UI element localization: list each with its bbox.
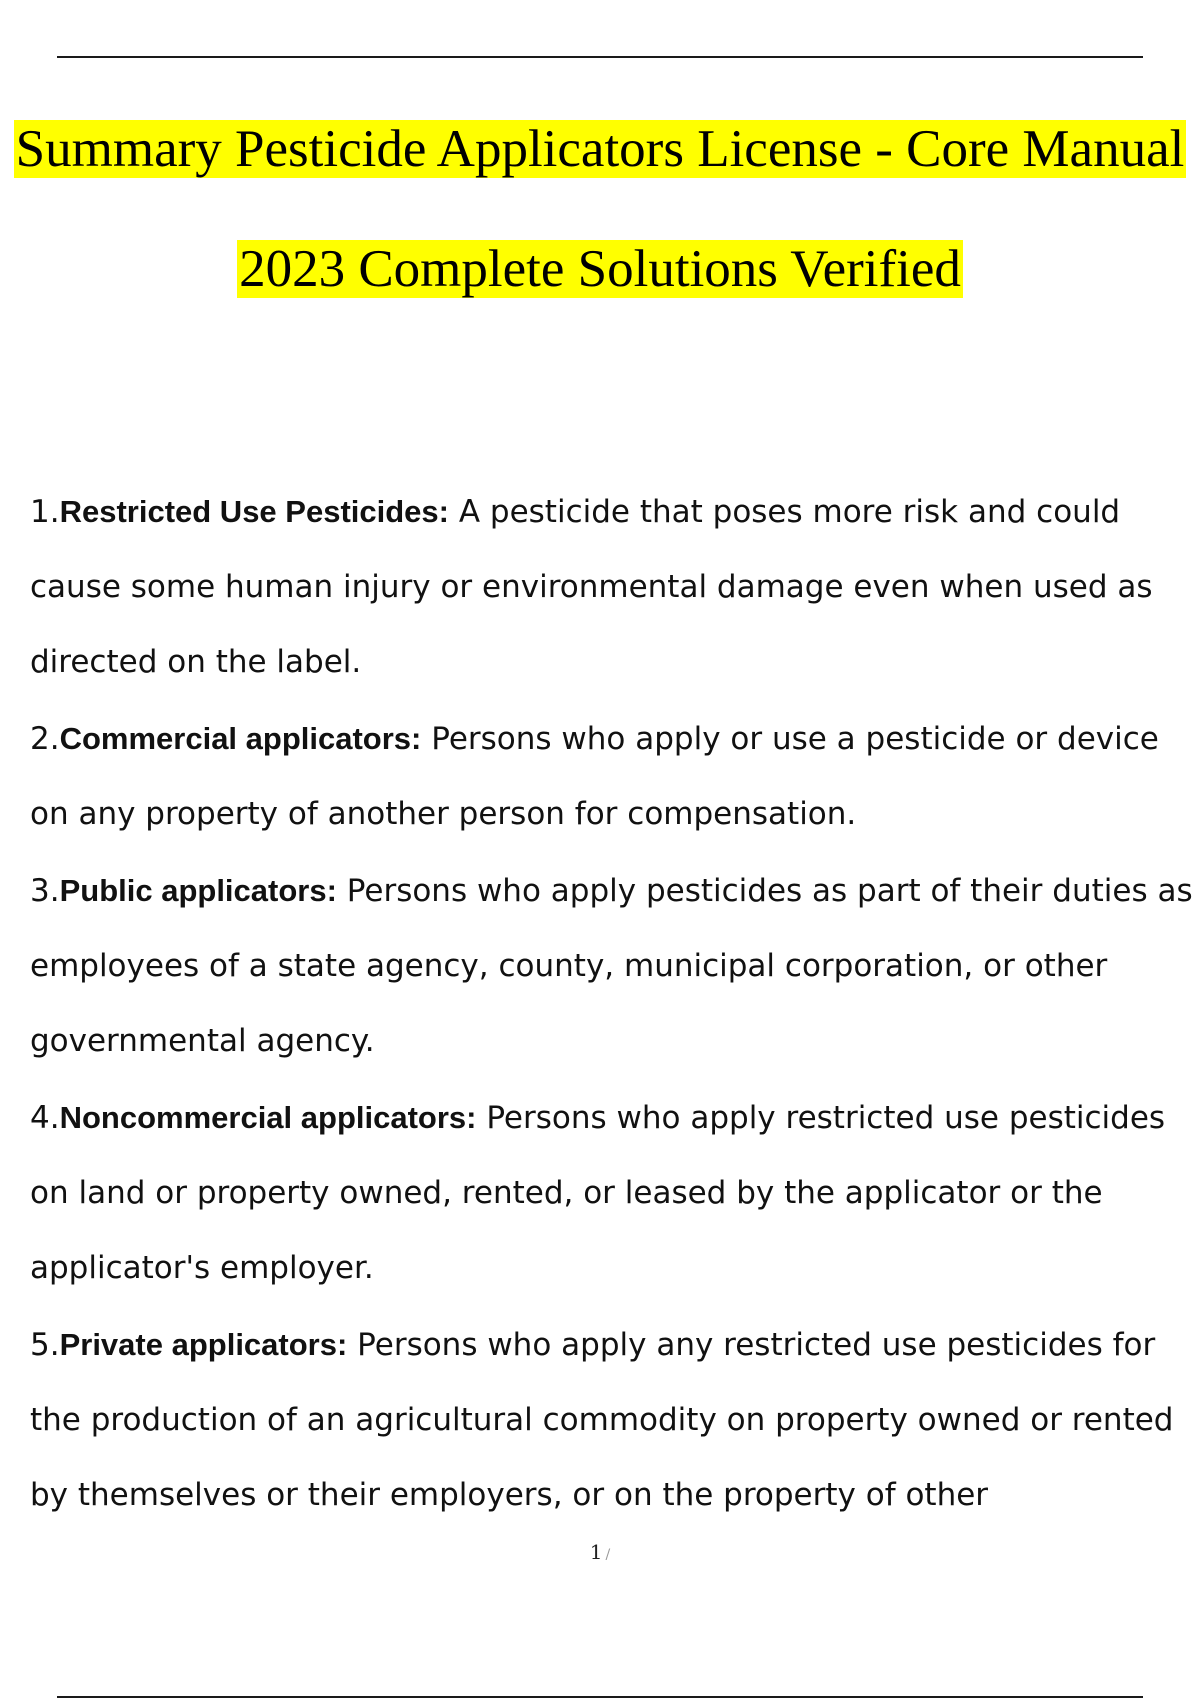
document-title-line-2 <box>0 238 1200 300</box>
terms-list <box>30 474 1196 1534</box>
term-label: Noncommercial applicators: <box>59 1100 477 1135</box>
title-line-2-text: 2023 Complete Solutions Verified <box>239 240 961 298</box>
term-number: 1. <box>30 494 60 530</box>
term-definition: Persons who apply pesticides as part of their duties as employees of a state agency, county, municipal corporation, or other governmental agency. <box>30 873 1193 1059</box>
term-item-4 <box>30 1080 1196 1306</box>
term-definition: Persons who apply restricted use pesticides on land or property owned, rented, or leased by the applicator or the applicator's employer. <box>30 1100 1166 1286</box>
term-item-3 <box>30 853 1196 1079</box>
term-number: 5. <box>30 1327 60 1363</box>
page-number-value: 1 <box>589 1540 603 1564</box>
bottom-rule <box>57 1696 1143 1698</box>
term-label: Private applicators: <box>59 1327 348 1362</box>
term-number: 2. <box>30 721 60 757</box>
document-title-line-1 <box>0 118 1200 180</box>
term-definition: Persons who apply any restricted use pesticides for the production of an agricultural commodity on property owned or rented by themselves or their employers, or on the property of other <box>30 1327 1174 1513</box>
term-definition: Persons who apply or use a pesticide or device on any property of another person for compensation. <box>30 721 1159 832</box>
term-item-2 <box>30 701 1196 852</box>
page-number-separator: / <box>605 1547 611 1563</box>
term-label: Commercial applicators: <box>59 721 422 756</box>
term-label: Public applicators: <box>59 873 337 908</box>
page-number <box>0 1540 1200 1564</box>
term-number: 3. <box>30 873 60 909</box>
term-item-5 <box>30 1307 1196 1533</box>
term-item-1 <box>30 474 1196 700</box>
top-rule <box>57 56 1143 58</box>
term-label: Restricted Use Pesticides: <box>59 494 449 529</box>
title-line-1-text: Summary Pesticide Applicators License - Core Manual <box>15 120 1185 178</box>
term-definition: A pesticide that poses more risk and could cause some human injury or environmental damage even when used as directed on the label. <box>30 494 1153 680</box>
term-number: 4. <box>30 1100 60 1136</box>
